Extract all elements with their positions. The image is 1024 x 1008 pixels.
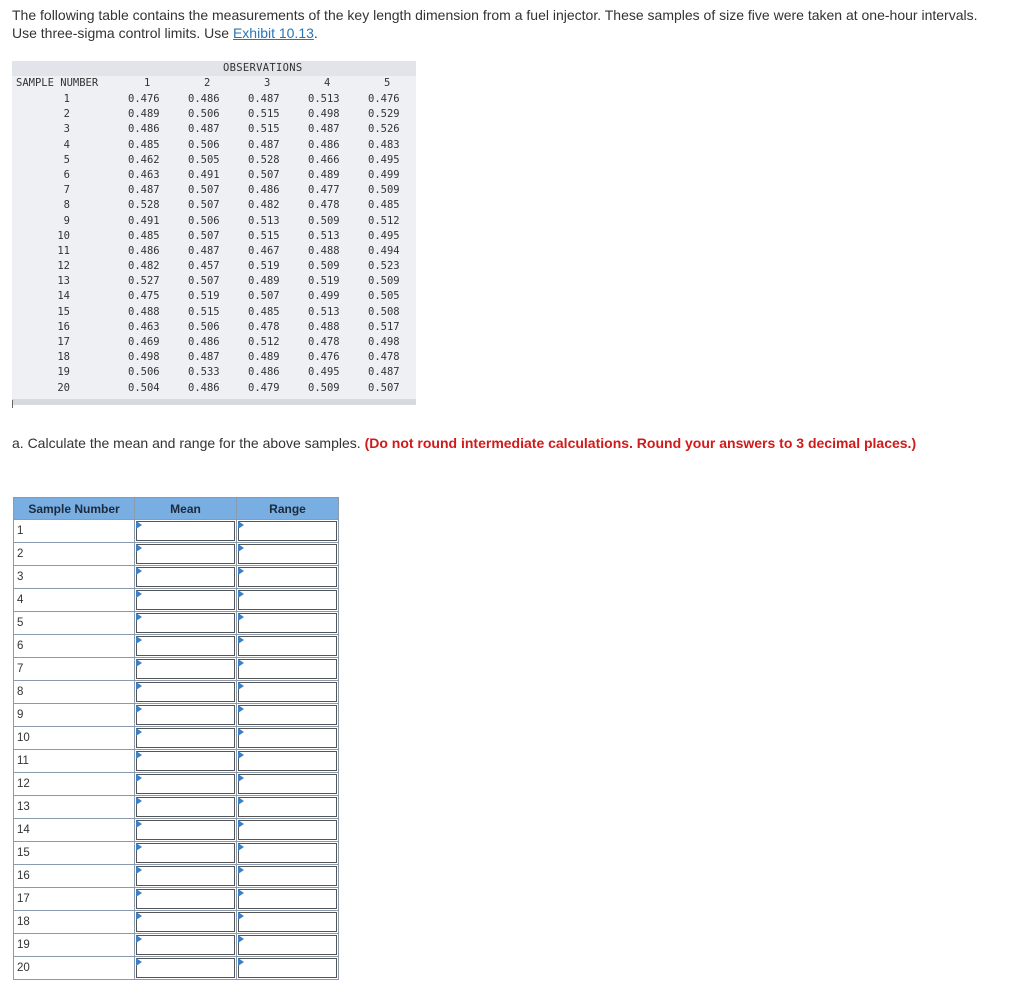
observation-row xyxy=(12,198,416,213)
observation-value: 0.476 xyxy=(308,351,340,364)
mean-input-cell xyxy=(135,612,237,635)
observation-value: 0.528 xyxy=(248,153,280,166)
answer-sample-number: 13 xyxy=(14,796,135,819)
observation-value: 0.506 xyxy=(188,108,220,121)
answer-sample-number: 20 xyxy=(14,957,135,980)
answer-row xyxy=(14,520,339,543)
observation-row xyxy=(12,183,416,198)
observation-value: 0.485 xyxy=(248,305,280,318)
obs-col-header: 2 xyxy=(204,77,211,89)
observation-value: 0.505 xyxy=(188,153,220,166)
mean-input-cell xyxy=(135,911,237,934)
observation-row xyxy=(12,381,416,396)
observation-value: 0.512 xyxy=(368,214,400,227)
range-input-cell xyxy=(237,589,339,612)
observation-value: 0.463 xyxy=(128,168,160,181)
sample-number-column-header: Sample Number xyxy=(14,498,135,520)
observation-value: 0.469 xyxy=(128,336,160,348)
observation-value: 0.506 xyxy=(188,214,220,227)
mean-input-cell xyxy=(135,865,237,888)
observation-value: 0.487 xyxy=(188,123,220,136)
range-input-cell xyxy=(237,819,339,842)
observation-value: 0.486 xyxy=(128,123,160,136)
observation-value: 0.507 xyxy=(188,199,220,212)
answer-row xyxy=(14,704,339,727)
answer-header-row xyxy=(14,498,339,520)
question-text: a. Calculate the mean and range for the above samples. xyxy=(12,435,365,451)
intro-text: The following table contains the measurements of the key length dimension from a fuel injector. These samples of size five were taken at one-hour intervals. Use three-sigma control limits. Use xyxy=(12,7,978,41)
observation-value: 0.489 xyxy=(248,275,280,288)
observations-table xyxy=(12,61,416,405)
mean-input-cell xyxy=(135,957,237,980)
answer-row xyxy=(14,612,339,635)
observation-value: 0.529 xyxy=(368,108,400,121)
answer-table xyxy=(13,497,339,980)
intro-tail: . xyxy=(313,25,318,41)
observation-value: 0.509 xyxy=(368,184,400,197)
observation-row xyxy=(12,365,416,380)
observation-value: 0.508 xyxy=(368,305,400,318)
observation-value: 0.526 xyxy=(368,123,400,136)
observation-value: 0.487 xyxy=(248,138,280,151)
observation-value: 0.485 xyxy=(368,199,400,212)
sample-number: 8 xyxy=(63,199,70,212)
range-input[interactable] xyxy=(238,774,337,794)
mean-input[interactable] xyxy=(136,774,235,794)
observation-value: 0.487 xyxy=(368,366,400,379)
observation-value: 0.476 xyxy=(128,93,160,105)
observation-row xyxy=(12,335,416,350)
answer-sample-number: 19 xyxy=(14,934,135,957)
observation-value: 0.515 xyxy=(188,305,220,318)
observation-value: 0.487 xyxy=(128,184,160,197)
range-input-cell xyxy=(237,773,339,796)
range-input[interactable] xyxy=(238,521,337,541)
observation-row xyxy=(12,168,416,183)
observation-value: 0.487 xyxy=(248,93,280,105)
sample-number: 18 xyxy=(57,351,70,364)
sample-number: 14 xyxy=(57,290,70,303)
observation-value: 0.488 xyxy=(308,244,340,257)
observation-value: 0.486 xyxy=(188,93,220,105)
observation-row xyxy=(12,320,416,335)
answer-row xyxy=(14,681,339,704)
observation-value: 0.513 xyxy=(308,305,340,318)
mean-input-cell xyxy=(135,589,237,612)
observation-row xyxy=(12,92,416,107)
question-a xyxy=(12,434,1002,452)
mean-input-cell xyxy=(135,520,237,543)
table-footer-bar xyxy=(12,399,416,405)
observation-value: 0.507 xyxy=(248,290,280,303)
observation-value: 0.487 xyxy=(188,351,220,364)
range-input[interactable] xyxy=(238,590,337,610)
mean-input-cell xyxy=(135,842,237,865)
observation-value: 0.486 xyxy=(248,366,280,379)
observation-value: 0.499 xyxy=(308,290,340,303)
exhibit-link[interactable]: Exhibit 10.13 xyxy=(232,25,314,41)
observation-value: 0.519 xyxy=(248,260,280,273)
observation-value: 0.485 xyxy=(128,138,160,151)
observation-value: 0.504 xyxy=(128,381,160,394)
problem-intro xyxy=(12,6,1002,42)
observation-value: 0.509 xyxy=(368,275,400,288)
observation-value: 0.515 xyxy=(248,108,280,121)
obs-col-header: 5 xyxy=(384,77,391,89)
observation-value: 0.509 xyxy=(308,381,340,394)
range-input-cell xyxy=(237,750,339,773)
sample-number: 7 xyxy=(63,184,70,197)
range-input[interactable] xyxy=(238,889,337,909)
observation-row xyxy=(12,153,416,168)
observation-value: 0.527 xyxy=(128,275,160,288)
sample-number: 19 xyxy=(57,366,70,379)
range-input[interactable] xyxy=(238,613,337,633)
sample-number: 16 xyxy=(57,320,70,333)
observation-value: 0.478 xyxy=(308,199,340,212)
range-input-cell xyxy=(237,888,339,911)
sample-number-header: SAMPLE NUMBER xyxy=(16,77,99,89)
mean-input-cell xyxy=(135,681,237,704)
range-input-cell xyxy=(237,704,339,727)
observation-value: 0.515 xyxy=(248,229,280,242)
observation-value: 0.523 xyxy=(368,260,400,273)
observation-value: 0.498 xyxy=(128,351,160,364)
observation-value: 0.513 xyxy=(308,93,340,105)
obs-col-header: 1 xyxy=(144,77,151,89)
observation-value: 0.478 xyxy=(248,320,280,333)
mean-input[interactable] xyxy=(136,751,235,771)
answer-sample-number: 6 xyxy=(14,635,135,658)
observation-value: 0.491 xyxy=(128,214,160,227)
range-input-cell xyxy=(237,635,339,658)
range-input[interactable] xyxy=(238,567,337,587)
answer-row xyxy=(14,842,339,865)
observation-row xyxy=(12,138,416,153)
answer-sample-number: 15 xyxy=(14,842,135,865)
observation-value: 0.488 xyxy=(308,320,340,333)
answer-sample-number: 16 xyxy=(14,865,135,888)
observation-value: 0.507 xyxy=(248,168,280,181)
observation-value: 0.513 xyxy=(308,229,340,242)
sample-number: 6 xyxy=(63,168,70,181)
mean-input-cell xyxy=(135,658,237,681)
range-input-cell xyxy=(237,727,339,750)
mean-input[interactable] xyxy=(136,958,235,978)
observation-value: 0.486 xyxy=(128,244,160,257)
answer-row xyxy=(14,658,339,681)
answer-sample-number: 2 xyxy=(14,543,135,566)
observation-value: 0.506 xyxy=(128,366,160,379)
range-input[interactable] xyxy=(238,636,337,656)
observation-value: 0.489 xyxy=(128,108,160,121)
range-input-cell xyxy=(237,681,339,704)
answer-row xyxy=(14,819,339,842)
answer-row xyxy=(14,888,339,911)
sample-number: 3 xyxy=(63,123,70,136)
observation-value: 0.506 xyxy=(188,138,220,151)
mean-input[interactable] xyxy=(136,866,235,886)
observation-value: 0.488 xyxy=(128,305,160,318)
observation-value: 0.486 xyxy=(248,184,280,197)
range-input-cell xyxy=(237,842,339,865)
observation-value: 0.507 xyxy=(188,275,220,288)
observation-value: 0.507 xyxy=(188,229,220,242)
range-input-cell xyxy=(237,543,339,566)
observation-value: 0.509 xyxy=(308,214,340,227)
observation-value: 0.478 xyxy=(368,351,400,364)
observation-row xyxy=(12,350,416,365)
observation-value: 0.467 xyxy=(248,244,280,257)
answer-row xyxy=(14,773,339,796)
observation-row xyxy=(12,289,416,304)
range-input[interactable] xyxy=(238,820,337,840)
range-input[interactable] xyxy=(238,705,337,725)
range-input-cell xyxy=(237,520,339,543)
range-input[interactable] xyxy=(238,682,337,702)
observation-value: 0.495 xyxy=(368,229,400,242)
mean-input-cell xyxy=(135,704,237,727)
obs-col-header: 4 xyxy=(324,77,331,89)
range-input[interactable] xyxy=(238,751,337,771)
range-input[interactable] xyxy=(238,912,337,932)
observation-row xyxy=(12,107,416,122)
obs-col-header: 3 xyxy=(264,77,271,89)
range-input[interactable] xyxy=(238,843,337,863)
observation-value: 0.506 xyxy=(188,320,220,333)
observation-value: 0.482 xyxy=(248,199,280,212)
observation-value: 0.519 xyxy=(188,290,220,303)
answer-sample-number: 5 xyxy=(14,612,135,635)
mean-input[interactable] xyxy=(136,613,235,633)
sample-number: 13 xyxy=(57,275,70,288)
mean-input-cell xyxy=(135,773,237,796)
answer-row xyxy=(14,727,339,750)
observation-value: 0.487 xyxy=(308,123,340,136)
observation-value: 0.507 xyxy=(368,381,400,394)
range-input-cell xyxy=(237,796,339,819)
mean-input-cell xyxy=(135,934,237,957)
rounding-instruction: (Do not round intermediate calculations. Round your answers to 3 decimal places.) xyxy=(364,435,917,451)
observation-value: 0.475 xyxy=(128,290,160,303)
observation-row xyxy=(12,274,416,289)
mean-input[interactable] xyxy=(136,843,235,863)
range-input[interactable] xyxy=(238,659,337,679)
observation-value: 0.509 xyxy=(308,260,340,273)
answer-sample-number: 7 xyxy=(14,658,135,681)
range-input-cell xyxy=(237,957,339,980)
mean-input[interactable] xyxy=(136,889,235,909)
observation-value: 0.462 xyxy=(128,153,160,166)
answer-sample-number: 9 xyxy=(14,704,135,727)
observation-value: 0.528 xyxy=(128,199,160,212)
mean-input[interactable] xyxy=(136,659,235,679)
answer-row xyxy=(14,566,339,589)
mean-input-cell xyxy=(135,543,237,566)
answer-sample-number: 4 xyxy=(14,589,135,612)
observation-value: 0.487 xyxy=(188,244,220,257)
mean-input-cell xyxy=(135,750,237,773)
observations-header-row xyxy=(12,76,416,92)
sample-number: 5 xyxy=(63,153,70,166)
observation-value: 0.505 xyxy=(368,290,400,303)
mean-input[interactable] xyxy=(136,567,235,587)
sample-number: 2 xyxy=(63,108,70,121)
range-input-cell xyxy=(237,865,339,888)
sample-number: 4 xyxy=(63,138,70,151)
observation-value: 0.463 xyxy=(128,320,160,333)
mean-input-cell xyxy=(135,566,237,589)
observation-value: 0.507 xyxy=(188,184,220,197)
mean-input[interactable] xyxy=(136,682,235,702)
answer-sample-number: 8 xyxy=(14,681,135,704)
answer-sample-number: 18 xyxy=(14,911,135,934)
observation-value: 0.457 xyxy=(188,260,220,273)
observation-value: 0.498 xyxy=(368,336,400,348)
answer-row xyxy=(14,934,339,957)
observation-value: 0.479 xyxy=(248,381,280,394)
mean-input[interactable] xyxy=(136,912,235,932)
mean-input-cell xyxy=(135,635,237,658)
answer-sample-number: 14 xyxy=(14,819,135,842)
range-input-cell xyxy=(237,658,339,681)
observation-value: 0.495 xyxy=(368,153,400,166)
observation-value: 0.486 xyxy=(308,138,340,151)
observation-row xyxy=(12,229,416,244)
answer-body xyxy=(14,520,339,980)
answer-sample-number: 1 xyxy=(14,520,135,543)
observation-value: 0.489 xyxy=(308,168,340,181)
range-input[interactable] xyxy=(238,728,337,748)
observation-value: 0.478 xyxy=(308,336,340,348)
range-input[interactable] xyxy=(238,958,337,978)
observation-value: 0.512 xyxy=(248,336,280,348)
mean-input[interactable] xyxy=(136,728,235,748)
observation-value: 0.517 xyxy=(368,320,400,333)
observation-value: 0.533 xyxy=(188,366,220,379)
sample-number: 20 xyxy=(57,381,70,394)
observation-value: 0.486 xyxy=(188,336,220,348)
answer-sample-number: 12 xyxy=(14,773,135,796)
observations-label: OBSERVATIONS xyxy=(223,62,303,74)
answer-row xyxy=(14,957,339,980)
range-input[interactable] xyxy=(238,797,337,817)
answer-row xyxy=(14,796,339,819)
observations-group-header xyxy=(12,61,416,76)
observation-value: 0.476 xyxy=(368,93,400,105)
mean-input-cell xyxy=(135,727,237,750)
mean-input[interactable] xyxy=(136,544,235,564)
observation-value: 0.495 xyxy=(308,366,340,379)
mean-input-cell xyxy=(135,888,237,911)
range-input[interactable] xyxy=(238,866,337,886)
sample-number: 1 xyxy=(63,93,70,105)
observation-row xyxy=(12,259,416,274)
mean-input[interactable] xyxy=(136,521,235,541)
observations-body xyxy=(12,92,416,396)
observation-row xyxy=(12,305,416,320)
answer-sample-number: 11 xyxy=(14,750,135,773)
observation-row xyxy=(12,244,416,259)
answer-sample-number: 10 xyxy=(14,727,135,750)
mean-input[interactable] xyxy=(136,935,235,955)
answer-row xyxy=(14,589,339,612)
range-input-cell xyxy=(237,566,339,589)
range-input[interactable] xyxy=(238,544,337,564)
mean-input[interactable] xyxy=(136,705,235,725)
observation-value: 0.499 xyxy=(368,168,400,181)
answer-row xyxy=(14,865,339,888)
range-input-cell xyxy=(237,612,339,635)
answer-row xyxy=(14,635,339,658)
answer-sample-number: 17 xyxy=(14,888,135,911)
observation-value: 0.486 xyxy=(188,381,220,394)
mean-input[interactable] xyxy=(136,820,235,840)
range-input[interactable] xyxy=(238,935,337,955)
mean-input[interactable] xyxy=(136,636,235,656)
observation-value: 0.513 xyxy=(248,214,280,227)
answer-row xyxy=(14,911,339,934)
sample-number: 12 xyxy=(57,260,70,273)
sample-number: 9 xyxy=(63,214,70,227)
observation-value: 0.483 xyxy=(368,138,400,151)
sample-number: 11 xyxy=(57,244,70,257)
observation-row xyxy=(12,122,416,137)
answer-row xyxy=(14,750,339,773)
answer-row xyxy=(14,543,339,566)
mean-input-cell xyxy=(135,819,237,842)
observation-value: 0.482 xyxy=(128,260,160,273)
observation-value: 0.498 xyxy=(308,108,340,121)
table-edge-mark xyxy=(12,400,13,408)
observation-value: 0.489 xyxy=(248,351,280,364)
observation-value: 0.485 xyxy=(128,229,160,242)
mean-input[interactable] xyxy=(136,590,235,610)
sample-number: 17 xyxy=(57,336,70,348)
observation-value: 0.477 xyxy=(308,184,340,197)
observation-value: 0.519 xyxy=(308,275,340,288)
observation-value: 0.515 xyxy=(248,123,280,136)
observation-value: 0.491 xyxy=(188,168,220,181)
answer-sample-number: 3 xyxy=(14,566,135,589)
sample-number: 10 xyxy=(57,229,70,242)
range-input-cell xyxy=(237,934,339,957)
sample-number: 15 xyxy=(57,305,70,318)
observation-value: 0.466 xyxy=(308,153,340,166)
mean-input[interactable] xyxy=(136,797,235,817)
range-column-header: Range xyxy=(237,498,339,520)
observation-row xyxy=(12,214,416,229)
range-input-cell xyxy=(237,911,339,934)
mean-input-cell xyxy=(135,796,237,819)
mean-column-header: Mean xyxy=(135,498,237,520)
observation-value: 0.494 xyxy=(368,244,400,257)
